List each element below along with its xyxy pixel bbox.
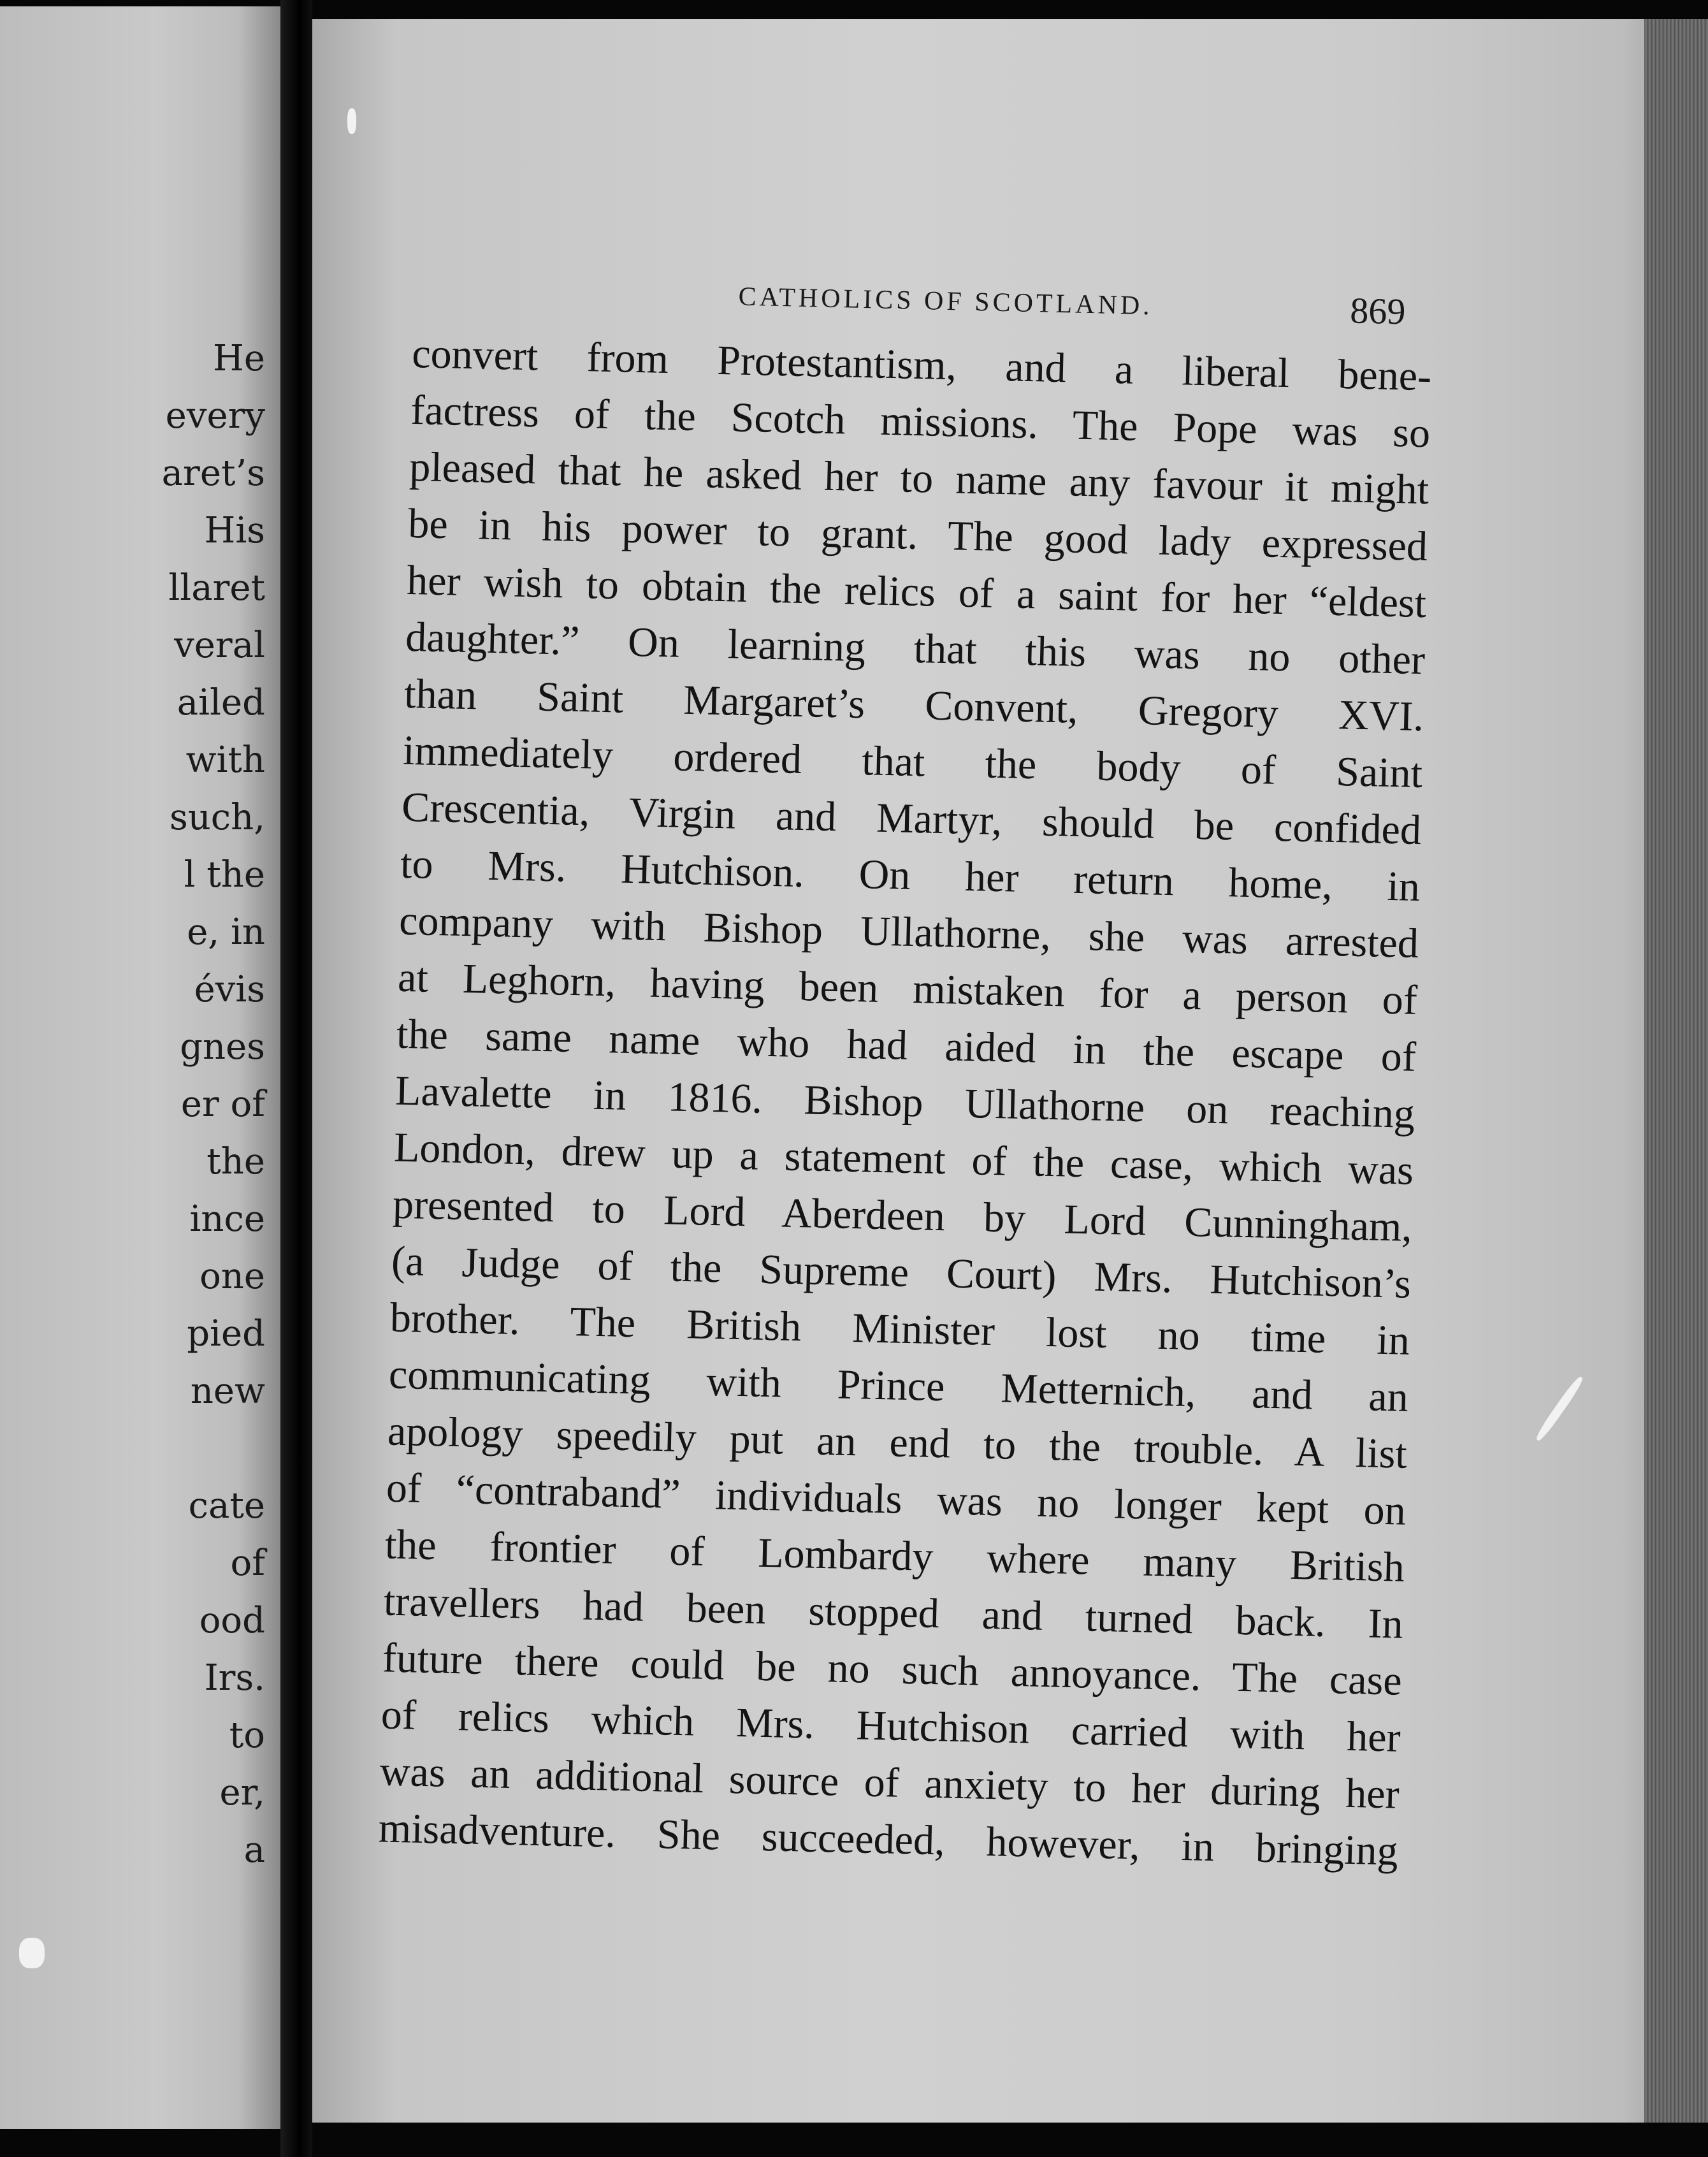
left-page-fragment: His — [204, 510, 265, 551]
text-line: brother. The British Minister lost no time in — [389, 1294, 1410, 1364]
text-line: at Leghorn, having been mistaken for a person of — [397, 954, 1418, 1024]
text-line: future there could be no such annoyance. The case — [382, 1634, 1403, 1704]
page-text-block — [378, 255, 1434, 1880]
left-page-fragment: llaret — [168, 567, 265, 609]
left-page-fragment: ince — [189, 1198, 265, 1240]
text-line: the frontier of Lombardy where many British — [384, 1521, 1405, 1591]
text-line: of “contraband” individuals was no longer kept on — [386, 1464, 1407, 1534]
text-line: daughter.” On learning that this was no other — [405, 613, 1426, 684]
text-line: pleased that he asked her to name any favour it might — [409, 443, 1429, 514]
text-line: London, drew up a statement of the case, which was — [393, 1124, 1414, 1194]
text-line: (a Judge of the Supreme Court) Mrs. Hutchison’s — [391, 1237, 1412, 1307]
running-title: CATHOLICS OF SCOTLAND. — [738, 282, 1154, 321]
page-number: 869 — [1349, 289, 1407, 333]
left-page-fragment: évis — [194, 969, 265, 1010]
left-page-fragment: with — [185, 739, 265, 781]
left-page-fragment: er, — [219, 1772, 265, 1813]
left-page-fragment: aret’s — [161, 453, 265, 494]
left-page-fragment: new — [190, 1370, 265, 1412]
left-page-fragment: a — [243, 1829, 265, 1871]
text-line: the same name who had aided in the escape of — [396, 1010, 1417, 1080]
text-line: convert from Protestantism, and a liberal bene- — [411, 330, 1432, 400]
text-line: immediately ordered that the body of Saint — [402, 727, 1423, 797]
left-page-fragment: er of — [180, 1084, 265, 1125]
left-page-fragment: e, in — [187, 911, 265, 953]
left-page-fragment: pied — [187, 1313, 265, 1354]
left-page-fragment: ailed — [177, 682, 265, 723]
text-line: her wish to obtain the relics of a saint for her “eldest — [406, 556, 1427, 627]
text-line: travellers had been stopped and turned back. In — [383, 1578, 1404, 1648]
left-page-fragment: of — [230, 1543, 265, 1584]
text-line: Lavalette in 1816. Bishop Ullathorne on reaching — [394, 1067, 1415, 1137]
left-page-fragment: the — [206, 1141, 265, 1182]
text-line: communicating with Prince Metternich, and an — [388, 1351, 1409, 1421]
text-line: than Saint Margaret’s Convent, Gregory XVI. — [403, 670, 1424, 741]
left-page-fragment: one — [199, 1256, 265, 1297]
left-page-fragment: cate — [188, 1485, 265, 1527]
text-line: misadventure. She succeeded, however, in bringing — [378, 1805, 1399, 1875]
page-edges — [1644, 19, 1708, 2123]
left-page-fragment: every — [165, 395, 265, 437]
text-line: was an additional source of anxiety to her during her — [379, 1748, 1400, 1818]
left-page-fragment: He — [213, 338, 265, 379]
scan-dust-spot — [347, 108, 356, 134]
text-line: apology speedily put an end to the trouble. A list — [387, 1407, 1408, 1478]
text-line: Crescentia, Virgin and Martyr, should be confided — [401, 783, 1422, 854]
text-line: of relics which Mrs. Hutchison carried with her — [380, 1691, 1401, 1761]
text-line: to Mrs. Hutchison. On her return home, in — [400, 840, 1421, 911]
left-page-fragment: to — [229, 1715, 265, 1756]
text-line: presented to Lord Aberdeen by Lord Cunningham, — [392, 1180, 1413, 1251]
left-page-fragment: gnes — [180, 1026, 265, 1068]
left-page-fragment: Irs. — [204, 1657, 265, 1699]
text-line: be in his power to grant. The good lady expressed — [407, 500, 1428, 570]
text-line: factress of the Scotch missions. The Pope was so — [410, 386, 1431, 457]
left-page-fragment: such, — [169, 797, 265, 838]
left-page — [0, 6, 280, 2129]
left-page-fragment: l the — [184, 854, 265, 896]
text-line: company with Bishop Ullathorne, she was arrested — [398, 897, 1419, 968]
left-page-fragment: veral — [174, 625, 265, 666]
book-gutter — [280, 0, 312, 2157]
scan-dust-spot — [19, 1938, 45, 1968]
left-page-fragment: ood — [199, 1600, 265, 1641]
